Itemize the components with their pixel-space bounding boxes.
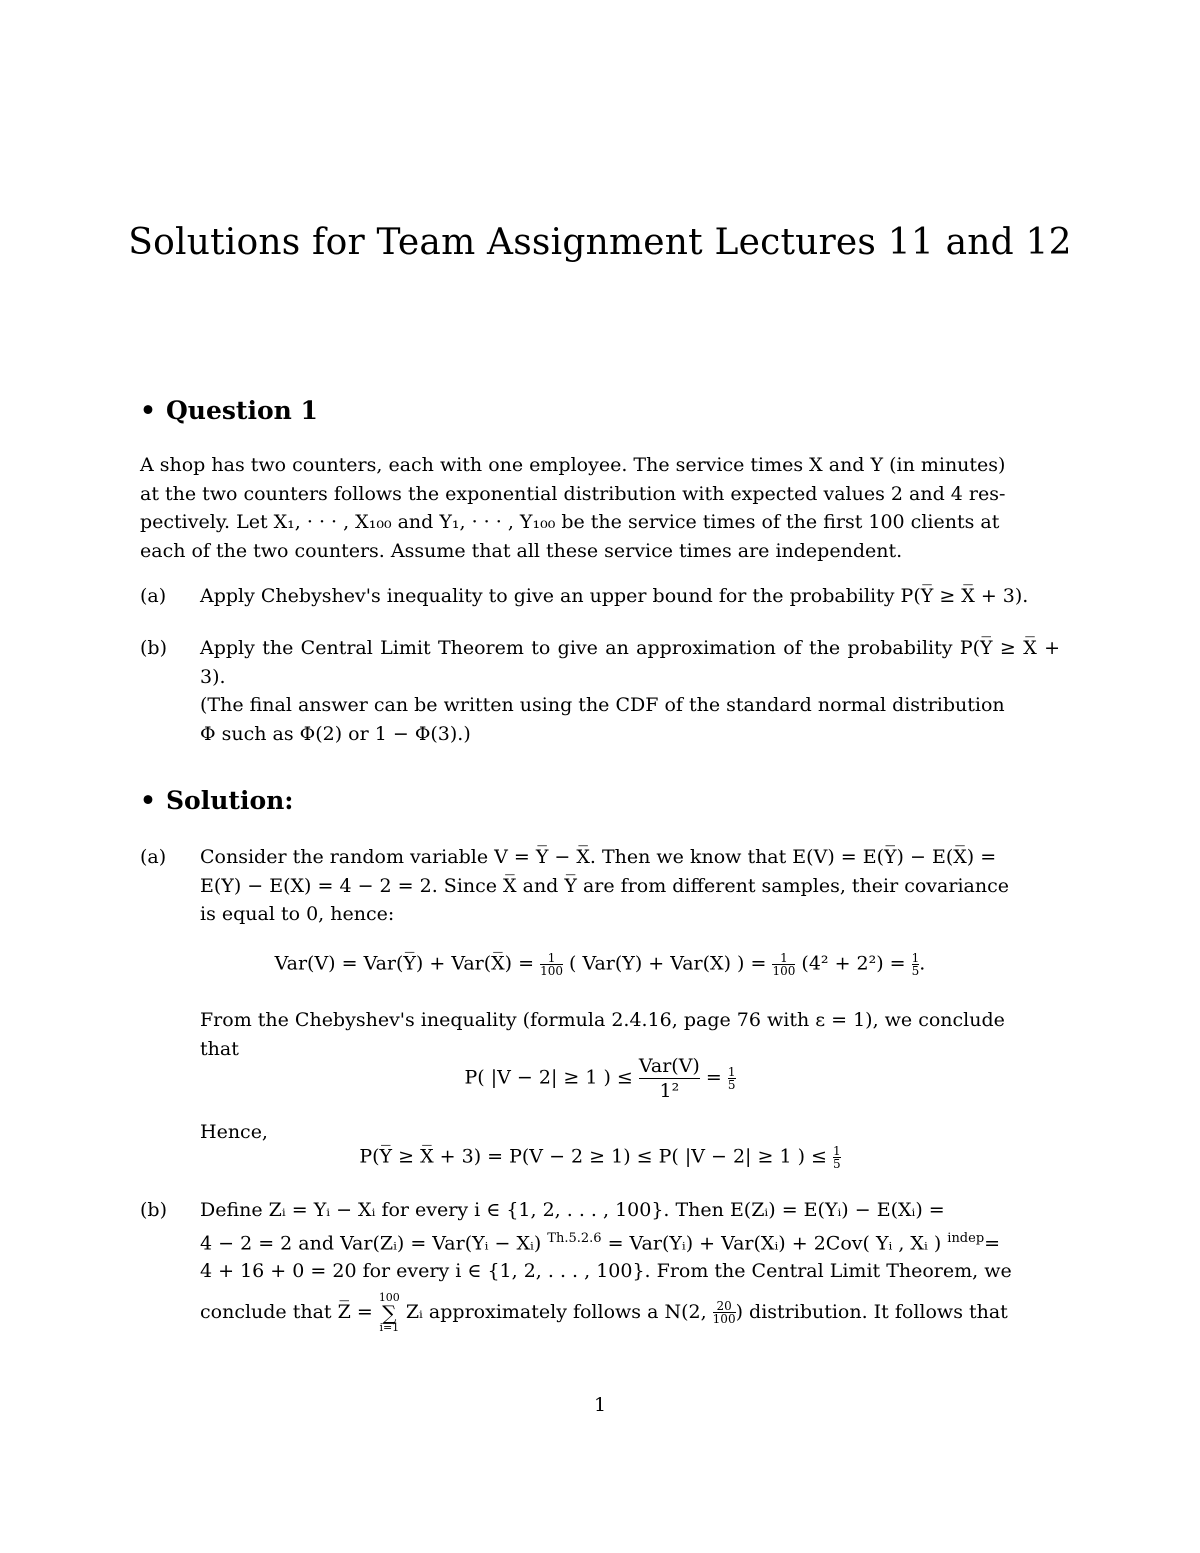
summation-upper: 100	[378, 1290, 400, 1304]
part-label: (a)	[140, 585, 167, 607]
solution-heading	[140, 786, 294, 815]
solution-heading-text: Solution:	[166, 786, 294, 815]
question-intro-line: pectively. Let X₁, · · · , X₁₀₀ and Y₁, · · · , Y₁₀₀ be the service times of the first 100 clients at	[140, 511, 1000, 533]
summation	[379, 1292, 400, 1334]
fraction-numerator: 1	[780, 951, 788, 965]
independence-note: indep	[947, 1230, 985, 1246]
paragraph-line: From the Chebyshev's inequality (formula 2.4.16, page 76 with ε = 1), we conclude	[200, 1009, 1005, 1031]
part-text-line: Consider the random variable V = Y̅ − X̅. Then we know that E(V) = E(Y̅) − E(X̅) =	[200, 846, 997, 868]
fraction	[772, 952, 795, 977]
fraction-numerator: 1	[727, 1065, 736, 1079]
part-text: Apply Chebyshev's inequality to give an upper bound for the probability P(Y̅ ≥ X̅ + 3).	[200, 585, 1029, 607]
fraction-denominator: 100	[712, 1312, 736, 1327]
question-heading-text: Question 1	[166, 396, 318, 425]
fraction-numerator: 1	[833, 1144, 841, 1158]
equation-part: =	[705, 1066, 722, 1089]
part-text-line	[200, 1292, 1060, 1334]
hence-text: Hence,	[200, 1121, 268, 1143]
text-segment: ) distribution. It follows that	[735, 1300, 1008, 1323]
fraction-denominator: 100	[772, 964, 796, 978]
hence-equation	[0, 1145, 1200, 1170]
fraction-denominator: 100	[540, 964, 563, 978]
fraction	[833, 1145, 841, 1170]
text-segment: = Var(Yᵢ) + Var(Xᵢ) + 2Cov( Yᵢ , Xᵢ )	[607, 1231, 942, 1254]
part-text-line: Φ such as Φ(2) or 1 − Φ(3).)	[200, 722, 471, 745]
equation-part: P( |V − 2| ≥ 1 ) ≤	[464, 1066, 633, 1089]
fraction-numerator: Var(V)	[638, 1055, 700, 1077]
summation-lower: i=1	[379, 1320, 400, 1334]
equation-part: (4² + 2²) =	[801, 952, 906, 975]
part-text	[200, 843, 1060, 929]
variance-equation	[0, 952, 1200, 977]
fraction-denominator: 5	[727, 1078, 736, 1092]
page-number: 1	[593, 1394, 607, 1416]
question-intro-line: at the two counters follows the exponential distribution with expected values 2 and 4 res-	[140, 482, 1006, 505]
part-label: (b)	[140, 1199, 167, 1221]
part-text-line: is equal to 0, hence:	[200, 903, 395, 925]
part-text	[200, 634, 1060, 748]
fraction-numerator: 20	[716, 1299, 732, 1314]
question-heading	[140, 396, 318, 425]
summation-symbol: ∑	[382, 1300, 397, 1325]
text-segment: =	[984, 1231, 1001, 1254]
part-text-line: Apply the Central Limit Theorem to give an approximation of the probability P(Y̅ ≥ X̅ + 3).	[200, 637, 1060, 688]
fraction-numerator: 1	[911, 951, 920, 965]
fraction-denominator: 5	[833, 1157, 841, 1171]
question-intro-line: each of the two counters. Assume that all these service times are independent.	[140, 539, 903, 562]
bullet-icon: •	[140, 396, 156, 425]
theorem-reference: Th.5.2.6	[547, 1230, 602, 1246]
part-text-line: (The final answer can be written using the CDF of the standard normal distribution	[200, 694, 1005, 716]
bullet-icon: •	[140, 786, 156, 815]
paragraph-line: that	[200, 1037, 239, 1060]
text-segment: 4 − 2 = 2 and Var(Zᵢ) = Var(Yᵢ − Xᵢ)	[200, 1231, 542, 1254]
document-title: Solutions for Team Assignment Lectures 11 and 12	[128, 222, 1072, 263]
text-segment: conclude that Z̅ =	[200, 1300, 373, 1323]
part-label: (b)	[140, 637, 167, 659]
fraction	[728, 1066, 736, 1091]
part-text-line: E(Y) − E(X) = 4 − 2 = 2. Since X̅ and Y̅ are from different samples, their covariance	[200, 874, 1009, 897]
equation-part: ( Var(Y) + Var(X) ) =	[569, 952, 767, 975]
equation-part: .	[919, 952, 926, 975]
fraction	[713, 1300, 736, 1325]
fraction-numerator: 1	[547, 951, 556, 965]
equation-part: Var(V) = Var(Y̅) + Var(X̅) =	[274, 952, 535, 975]
part-text-line: 4 + 16 + 0 = 20 for every i ∈ {1, 2, . . . , 100}. From the Central Limit Theorem, we	[200, 1260, 1012, 1283]
fraction	[540, 952, 563, 977]
chebyshev-equation	[0, 1054, 1200, 1103]
question-intro	[140, 451, 1060, 565]
question-intro-line: A shop has two counters, each with one employee. The service times X and Y (in minutes)	[140, 454, 1006, 476]
part-text	[200, 1196, 1060, 1334]
fraction-denominator: 1²	[639, 1078, 700, 1103]
part-label: (a)	[140, 846, 167, 868]
fraction-denominator: 5	[911, 964, 920, 978]
part-text-line	[200, 1225, 1060, 1258]
equation-part: P(Y̅ ≥ X̅ + 3) = P(V − 2 ≥ 1) ≤ P( |V − 2| ≥ 1 ) ≤	[359, 1145, 827, 1168]
fraction	[639, 1054, 700, 1103]
part-text-line: Define Zᵢ = Yᵢ − Xᵢ for every i ∈ {1, 2, . . . , 100}. Then E(Zᵢ) = E(Yᵢ) − E(Xᵢ) =	[200, 1199, 945, 1221]
text-segment: Zᵢ approximately follows a N(2,	[405, 1300, 707, 1323]
